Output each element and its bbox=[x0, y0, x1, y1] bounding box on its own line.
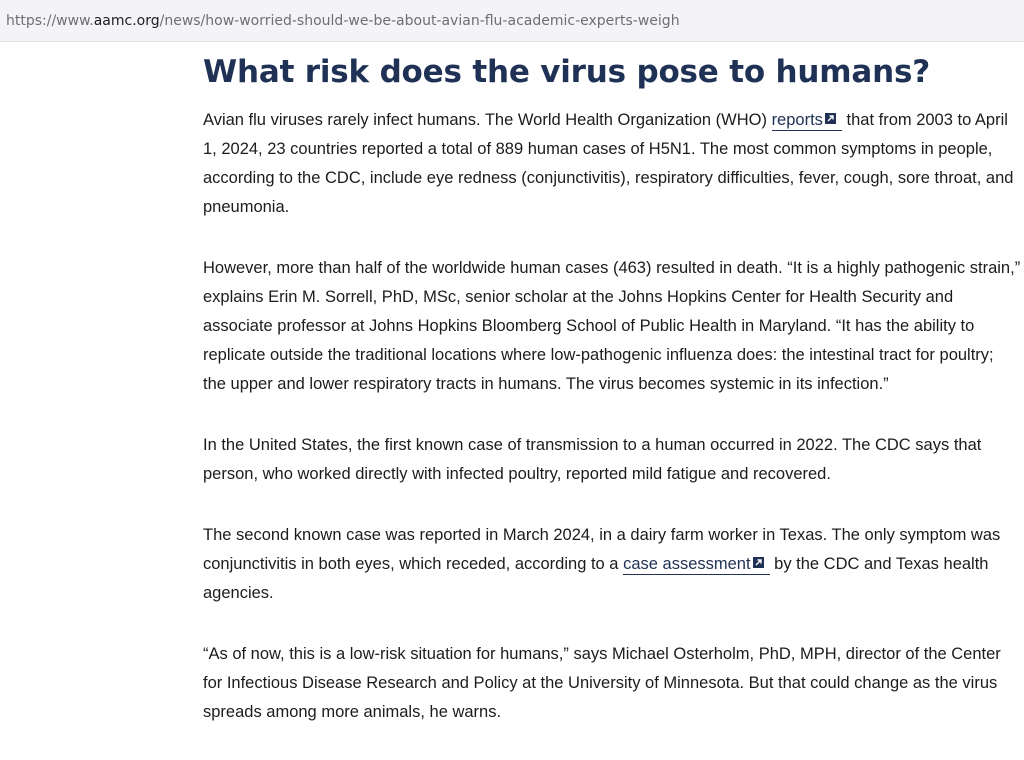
paragraph-death-rate: However, more than half of the worldwide human cases (463) resulted in death. “It is a highly pathogenic strain,” explains Erin M. Sorrell, PhD, MSc, senior scholar at the Johns Hopkins Center for Health Security and associate professor at Johns Hopkins Bloomberg School of Public Health in Maryland. “It has the ability to replicate outside the traditional locations where low-pathogenic influenza does: the intestinal tract for poultry; the upper and lower respiratory tracts in humans. The virus becomes systemic in its infection.” bbox=[203, 259, 1021, 393]
p1-text-after: that from 2003 to April 1, 2024, 23 countries reported a total of 889 human cases of H5N1. The most common symptoms in people, according to the CDC, include eye redness (conjunctivitis), respiratory difficulties, fever, cough, sore throat, and pneumonia. bbox=[203, 111, 1014, 216]
paragraph-second-case bbox=[203, 521, 1021, 608]
case-assessment-link-label: case assessment bbox=[623, 555, 751, 573]
case-assessment-link[interactable] bbox=[623, 555, 769, 575]
who-reports-link[interactable] bbox=[772, 111, 842, 131]
external-link-icon bbox=[753, 557, 764, 568]
p4-text-after: by the CDC and Texas health agencies. bbox=[203, 555, 989, 602]
section-heading: What risk does the virus pose to humans? bbox=[203, 54, 930, 90]
url-domain: aamc.org bbox=[93, 13, 160, 29]
external-link-icon bbox=[825, 113, 836, 124]
paragraph-first-us-case: In the United States, the first known case of transmission to a human occurred in 2022. The CDC says that person, who worked directly with infected poultry, reported mild fatigue and recovered. bbox=[203, 436, 982, 483]
url-path: /news/how-worried-should-we-be-about-avian-flu-academic-experts-weigh bbox=[159, 13, 680, 29]
article-body bbox=[203, 50, 1021, 727]
p1-text-before: Avian flu viruses rarely infect humans. The World Health Organization (WHO) bbox=[203, 111, 772, 129]
address-bar[interactable] bbox=[0, 0, 1024, 42]
paragraph-who-reports bbox=[203, 106, 1021, 222]
who-reports-link-label: reports bbox=[771, 111, 823, 129]
paragraph-osterholm-quote: “As of now, this is a low-risk situation for humans,” says Michael Osterholm, PhD, MPH, director of the Center for Infectious Disease Research and Policy at the University of Minnesota. But that could change as the virus spreads among more animals, he warns. bbox=[203, 645, 1001, 721]
url-prefix: https://www. bbox=[6, 13, 94, 29]
p4-text-before: The second known case was reported in March 2024, in a dairy farm worker in Texas. The only symptom was conjunctivitis in both eyes, which receded, according to a bbox=[203, 526, 1001, 573]
